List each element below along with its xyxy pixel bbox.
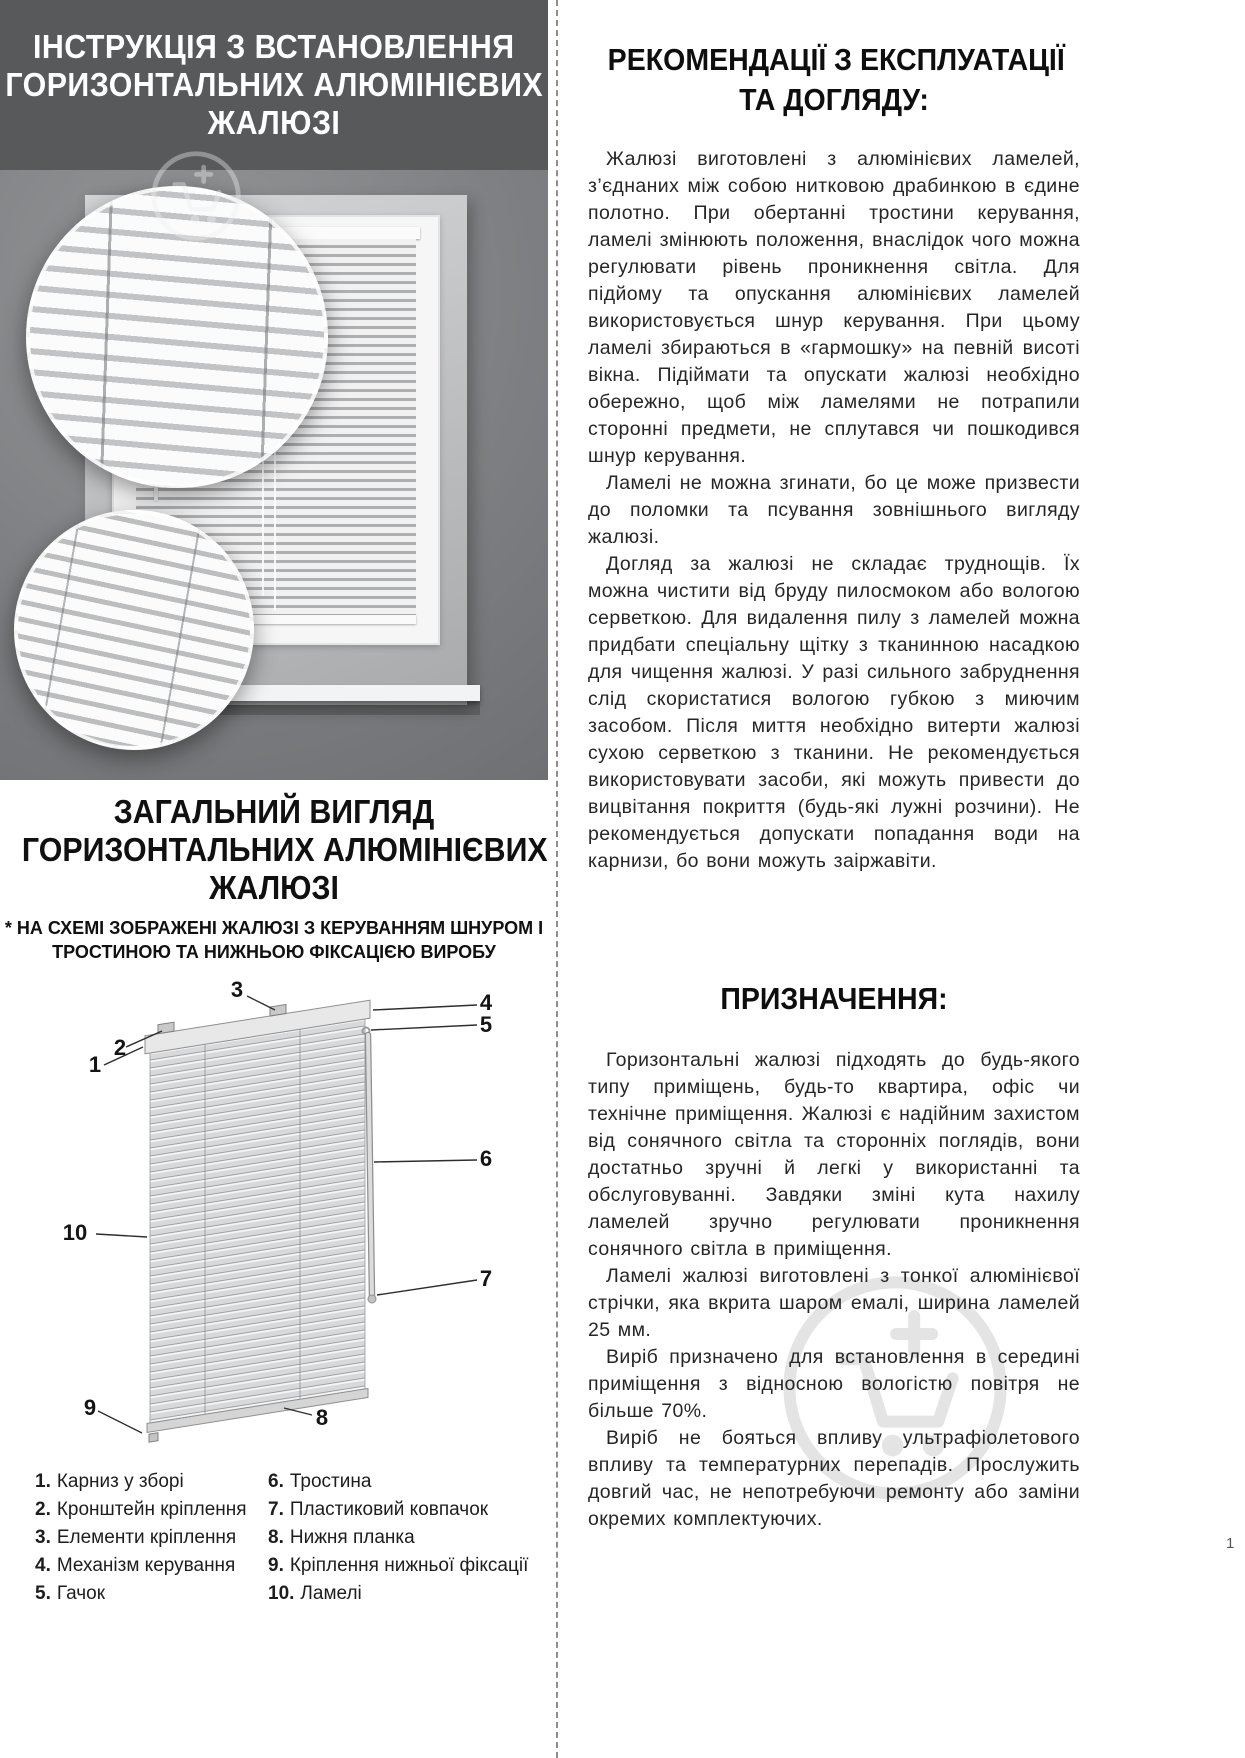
- diagram-label-3: 3: [230, 977, 244, 1002]
- legend-label: Пластиковий ковпачок: [289, 1499, 489, 1520]
- legend-item: [268, 1552, 548, 1580]
- diagram-slat-panel: [145, 991, 370, 1443]
- legend-label: Гачок: [56, 1583, 106, 1604]
- diagram-label-5: 5: [479, 1012, 493, 1037]
- purpose-title-line: ПРИЗНАЧЕННЯ:: [720, 981, 948, 1016]
- banner-line-1: ІНСТРУКЦІЯ З ВСТАНОВЛЕННЯ: [33, 28, 515, 65]
- diagram-label-10: 10: [62, 1220, 88, 1245]
- purpose-paragraph-2: Ламелі жалюзі виготовлені з тонкої алюмінієвої стрічки, яка вкрита шаром емалі, ширина ламелей 25 мм.: [588, 1265, 1080, 1341]
- purpose-paragraph-3: Виріб призначено для встановлення в середині приміщення з відносною вологістю повітря не більше 70%.: [588, 1346, 1080, 1422]
- legend-item: [268, 1580, 548, 1608]
- care-title: [588, 40, 1080, 120]
- legend-label: Кронштейн кріплення: [56, 1499, 247, 1520]
- left-column: [0, 0, 548, 1758]
- legend-item: [35, 1524, 265, 1552]
- legend-label: Тростина: [289, 1471, 372, 1492]
- care-paragraph-1: Жалюзі виготовлені з алюмінієвих ламелей, з’єднаних між собою нитковою драбинкою в єдине полотно. При обертанні тростини керування, ламелі змінюють положення, внаслідок чого можна регулювати рівень проникнення світла. Для підйому та опускання алюмінієвих ламелей використовується шнур керування. При цьому ламелі збираються в «гармошку» на певній висоті вікна. Підіймати та опускати жалюзі необхідно обережно, щоб між ламелями не потрапили сторонні предмети, не сплутався чи пошкодився шнур керування.: [588, 148, 1080, 467]
- purpose-paragraph-1: Горизонтальні жалюзі підходять до будь-якого типу приміщень, будь-то квартира, офіс чи технічне приміщення. Жалюзі є надійним захистом від сонячного світла та сторонніх поглядів, вони достатньо зручні й легкі у використанні та обслуговуванні. Завдяки зміні кута нахилу ламелей зручно регулювати проникнення сонячного світла в приміщення.: [588, 1049, 1080, 1260]
- legend-number: 3.: [35, 1527, 51, 1548]
- legend-number: 1.: [35, 1471, 51, 1492]
- legend-item: [35, 1496, 265, 1524]
- right-column: [588, 0, 1080, 1758]
- column-divider: [556, 0, 558, 1758]
- legend-label: Елементи кріплення: [56, 1527, 237, 1548]
- blinds-diagram: [0, 975, 548, 1470]
- banner-line-3: ЖАЛЮЗІ: [207, 104, 341, 141]
- legend-number: 10.: [268, 1583, 295, 1604]
- overview-note-line-2: ТРОСТИНОЮ ТА НИЖНЬОЮ ФІКСАЦІЄЮ ВИРОБУ: [52, 942, 496, 962]
- legend-number: 6.: [268, 1471, 284, 1492]
- legend-column-1: [35, 1468, 265, 1608]
- overview-title-line-3: ЖАЛЮЗІ: [209, 869, 339, 906]
- diagram-label-1: 1: [88, 1052, 102, 1077]
- legend-item: [35, 1468, 265, 1496]
- legend-number: 7.: [268, 1499, 284, 1520]
- overview-title-line-2: ГОРИЗОНТАЛЬНИХ АЛЮМІНІЄВИХ: [21, 831, 548, 868]
- care-title-line-2: ТА ДОГЛЯДУ:: [739, 82, 929, 117]
- legend-number: 4.: [35, 1555, 51, 1576]
- diagram-label-7: 7: [479, 1266, 493, 1291]
- diagram-label-8: 8: [315, 1405, 329, 1430]
- purpose-title: [588, 979, 1080, 1019]
- diagram-label-2: 2: [113, 1035, 127, 1060]
- care-title-line-1: РЕКОМЕНДАЦІЇ З ЕКСПЛУАТАЦІЇ: [607, 42, 1065, 77]
- legend-label: Механізм керування: [56, 1555, 236, 1576]
- legend-item: [35, 1580, 265, 1608]
- purpose-text: [588, 1047, 1080, 1533]
- legend-number: 8.: [268, 1527, 284, 1548]
- legend-number: 5.: [35, 1583, 51, 1604]
- legend-number: 9.: [268, 1555, 284, 1576]
- detail-callout-1: [26, 186, 328, 488]
- legend-item: [268, 1496, 548, 1524]
- overview-note: [0, 916, 548, 964]
- legend-item: [35, 1552, 265, 1580]
- product-photo: [0, 170, 548, 780]
- legend-item: [268, 1524, 548, 1552]
- legend-number: 2.: [35, 1499, 51, 1520]
- overview-title-line-1: ЗАГАЛЬНИЙ ВИГЛЯД: [113, 793, 435, 830]
- care-paragraph-3: Догляд за жалюзі не складає труднощів. Їх можна чистити від бруду пилосмоком або вологою серветкою. Для видалення пилу з ламелей можна придбати спеціальну щітку з тканинною насадкою для чищення жалюзі. У разі сильного забруднення слід скористатися вологою губкою з миючим засобом. Після миття необхідно витерти жалюзі сухою серветкою з тканини. Не рекомендується використовувати засоби, які можуть привести до вицвітання покриття (будь-які лужні розчини). Не рекомендується допускати попадання води на карнизи, бо вони можуть заіржавіти.: [588, 553, 1080, 872]
- overview-note-line-1: * НА СХЕМІ ЗОБРАЖЕНІ ЖАЛЮЗІ З КЕРУВАННЯМ ШНУРОМ І: [4, 918, 544, 938]
- page-number: 1: [1226, 1535, 1235, 1552]
- legend-label: Кріплення нижньої фіксації: [289, 1555, 529, 1576]
- legend-label: Ламелі: [300, 1583, 362, 1604]
- legend-label: Карниз у зборі: [56, 1471, 184, 1492]
- legend-column-2: [268, 1468, 548, 1608]
- detail-callout-2: [14, 510, 254, 750]
- diagram-label-6: 6: [479, 1146, 493, 1171]
- install-title-banner: [0, 0, 548, 170]
- legend-label: Нижня планка: [289, 1527, 415, 1548]
- purpose-paragraph-4: Виріб не бояться впливу ультрафіолетового впливу та температурних перепадів. Прослужить довгий час, не непотребуючи ремонту або заміни окремих комплектуючих.: [588, 1427, 1080, 1530]
- care-text: [588, 146, 1080, 875]
- care-paragraph-2: Ламелі не можна згинати, бо це може призвести до поломки та псування зовнішнього вигляду жалюзі.: [588, 472, 1080, 548]
- diagram-label-4: 4: [479, 990, 493, 1015]
- diagram-label-9: 9: [83, 1395, 97, 1420]
- banner-line-2: ГОРИЗОНТАЛЬНИХ АЛЮМІНІЄВИХ: [5, 66, 543, 103]
- legend-item: [268, 1468, 548, 1496]
- overview-title: [0, 793, 548, 907]
